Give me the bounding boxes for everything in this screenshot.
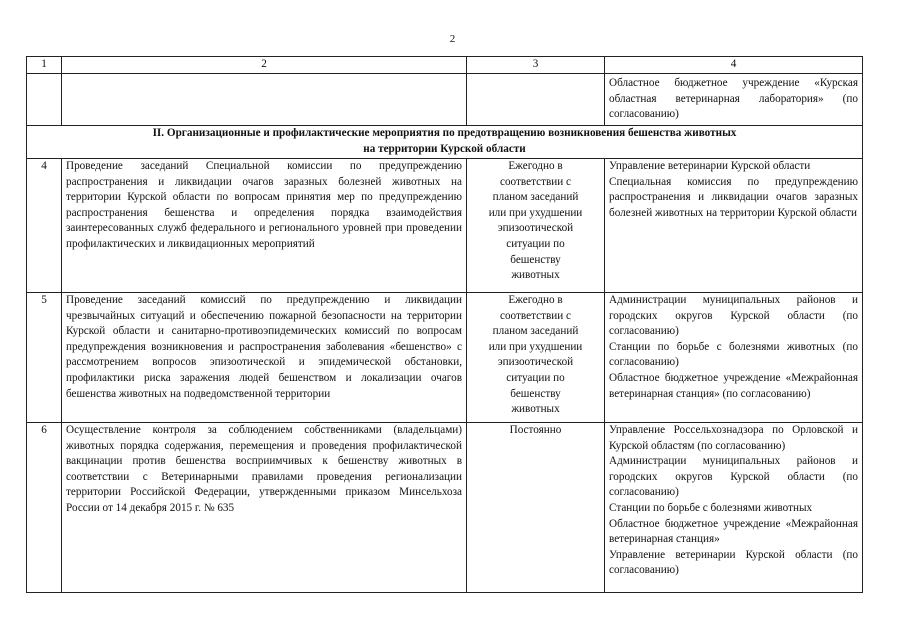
term-line: ситуации по xyxy=(506,371,565,384)
term-line: планом заседаний xyxy=(492,191,579,204)
term-line: Постоянно xyxy=(509,424,562,436)
term-cell xyxy=(467,423,605,593)
term-cell xyxy=(467,293,605,423)
term-line: соответствии с xyxy=(500,175,571,188)
term-line: бешенству xyxy=(510,387,561,400)
section-title-line: II. Организационные и профилактические мероприятия по предотвращению возникновения бешенства животных xyxy=(152,127,737,139)
responsible-cell xyxy=(605,423,863,593)
term-line: соответствии с xyxy=(500,309,571,322)
empty-cell xyxy=(62,74,467,126)
header-cell: 4 xyxy=(605,57,863,74)
table-row xyxy=(27,293,863,423)
section-title xyxy=(27,126,863,159)
responsible-line: Управление ветеринарии Курской области xyxy=(609,160,811,172)
measures-table xyxy=(26,56,863,593)
header-row xyxy=(27,57,863,74)
responsible-line: Областное бюджетное учреждение «Межрайонная ветеринарная станция» (по согласованию) xyxy=(609,371,858,400)
responsible-cell xyxy=(605,159,863,293)
term-cell xyxy=(467,159,605,293)
responsible-line: Управление Россельхознадзора по Орловской и Курской областям (по согласованию) xyxy=(609,424,858,452)
term-line: бешенству xyxy=(510,253,561,266)
empty-cell xyxy=(467,74,605,126)
table-row xyxy=(27,159,863,293)
term-line: животных xyxy=(511,403,560,416)
header-cell: 2 xyxy=(62,57,467,74)
term-line: эпизоотической xyxy=(497,356,574,369)
continuation-row xyxy=(27,74,863,126)
term-line: планом заседаний xyxy=(492,325,579,338)
responsible-line: Администрации муниципальных районов и городских округов Курской области (по согласованию) xyxy=(609,294,858,338)
header-cell: 3 xyxy=(467,57,605,74)
table-row xyxy=(27,423,863,593)
term-line: Ежегодно в xyxy=(508,160,563,172)
activity-cell: Осуществление контроля за соблюдением собственниками (владельцами) животных порядка содержания, перемещения и проведения профилактической вакцинации против бешенства восприимчивых к бешенству животных в соответствии с Ветеринарными правилами проведения регионализации территории Российской Федерации, утвержденными приказом Минсельхоза России от 14 декабря 2015 г. № 635 xyxy=(62,423,467,593)
responsible-cell: Областное бюджетное учреждение «Курская областная ветеринарная лаборатория» (по согласованию) xyxy=(605,74,863,126)
responsible-line: Специальная комиссия по предупреждению распространения и ликвидации очагов заразных болезней животных на территории Курской области xyxy=(609,175,858,219)
activity-cell: Проведение заседаний комиссий по предупреждению и ликвидации чрезвычайных ситуаций и обеспечению пожарной безопасности на территории Курской области и санитарно-противоэпидемических комиссий по вопросам предупреждения возникновения и распространения заболевания «бешенство» с рассмотрением вопросов эпизоотической и эпидемической обстановки, профилактики риска заражения людей бешенством и локализации очагов бешенства животных на подведомственной территории xyxy=(62,293,467,423)
section-title-line: на территории Курской области xyxy=(363,142,526,155)
row-number: 6 xyxy=(27,423,62,593)
term-line: животных xyxy=(511,269,560,282)
row-number: 5 xyxy=(27,293,62,423)
activity-cell: Проведение заседаний Специальной комиссии по предупреждению распространения и ликвидации очагов заразных болезней животных на территории Курской области по вопросам принятия мер по предупреждению распространения бешенства и определения порядка взаимодействия заинтересованных служб федерального и регионального уровней при проведении профилактических и ликвидационных мероприятий xyxy=(62,159,467,293)
responsible-line: Станции по борьбе с болезнями животных xyxy=(609,501,813,514)
responsible-line: Управление ветеринарии Курской области (по согласованию) xyxy=(609,548,858,577)
empty-cell xyxy=(27,74,62,126)
responsible-line: Областное бюджетное учреждение «Межрайонная ветеринарная станция» xyxy=(609,517,858,546)
term-line: или при ухудшении xyxy=(488,340,583,353)
term-line: Ежегодно в xyxy=(508,294,563,306)
responsible-cell xyxy=(605,293,863,423)
responsible-line: Администрации муниципальных районов и городских округов Курской области (по согласованию) xyxy=(609,455,858,499)
header-cell: 1 xyxy=(27,57,62,74)
page-number: 2 xyxy=(449,33,456,45)
section-title-row xyxy=(27,126,863,159)
row-number: 4 xyxy=(27,159,62,293)
term-line: или при ухудшении xyxy=(488,206,583,219)
term-line: эпизоотической xyxy=(497,222,574,235)
responsible-line: Станции по борьбе с болезнями животных (по согласованию) xyxy=(609,340,858,369)
term-line: ситуации по xyxy=(506,237,565,250)
